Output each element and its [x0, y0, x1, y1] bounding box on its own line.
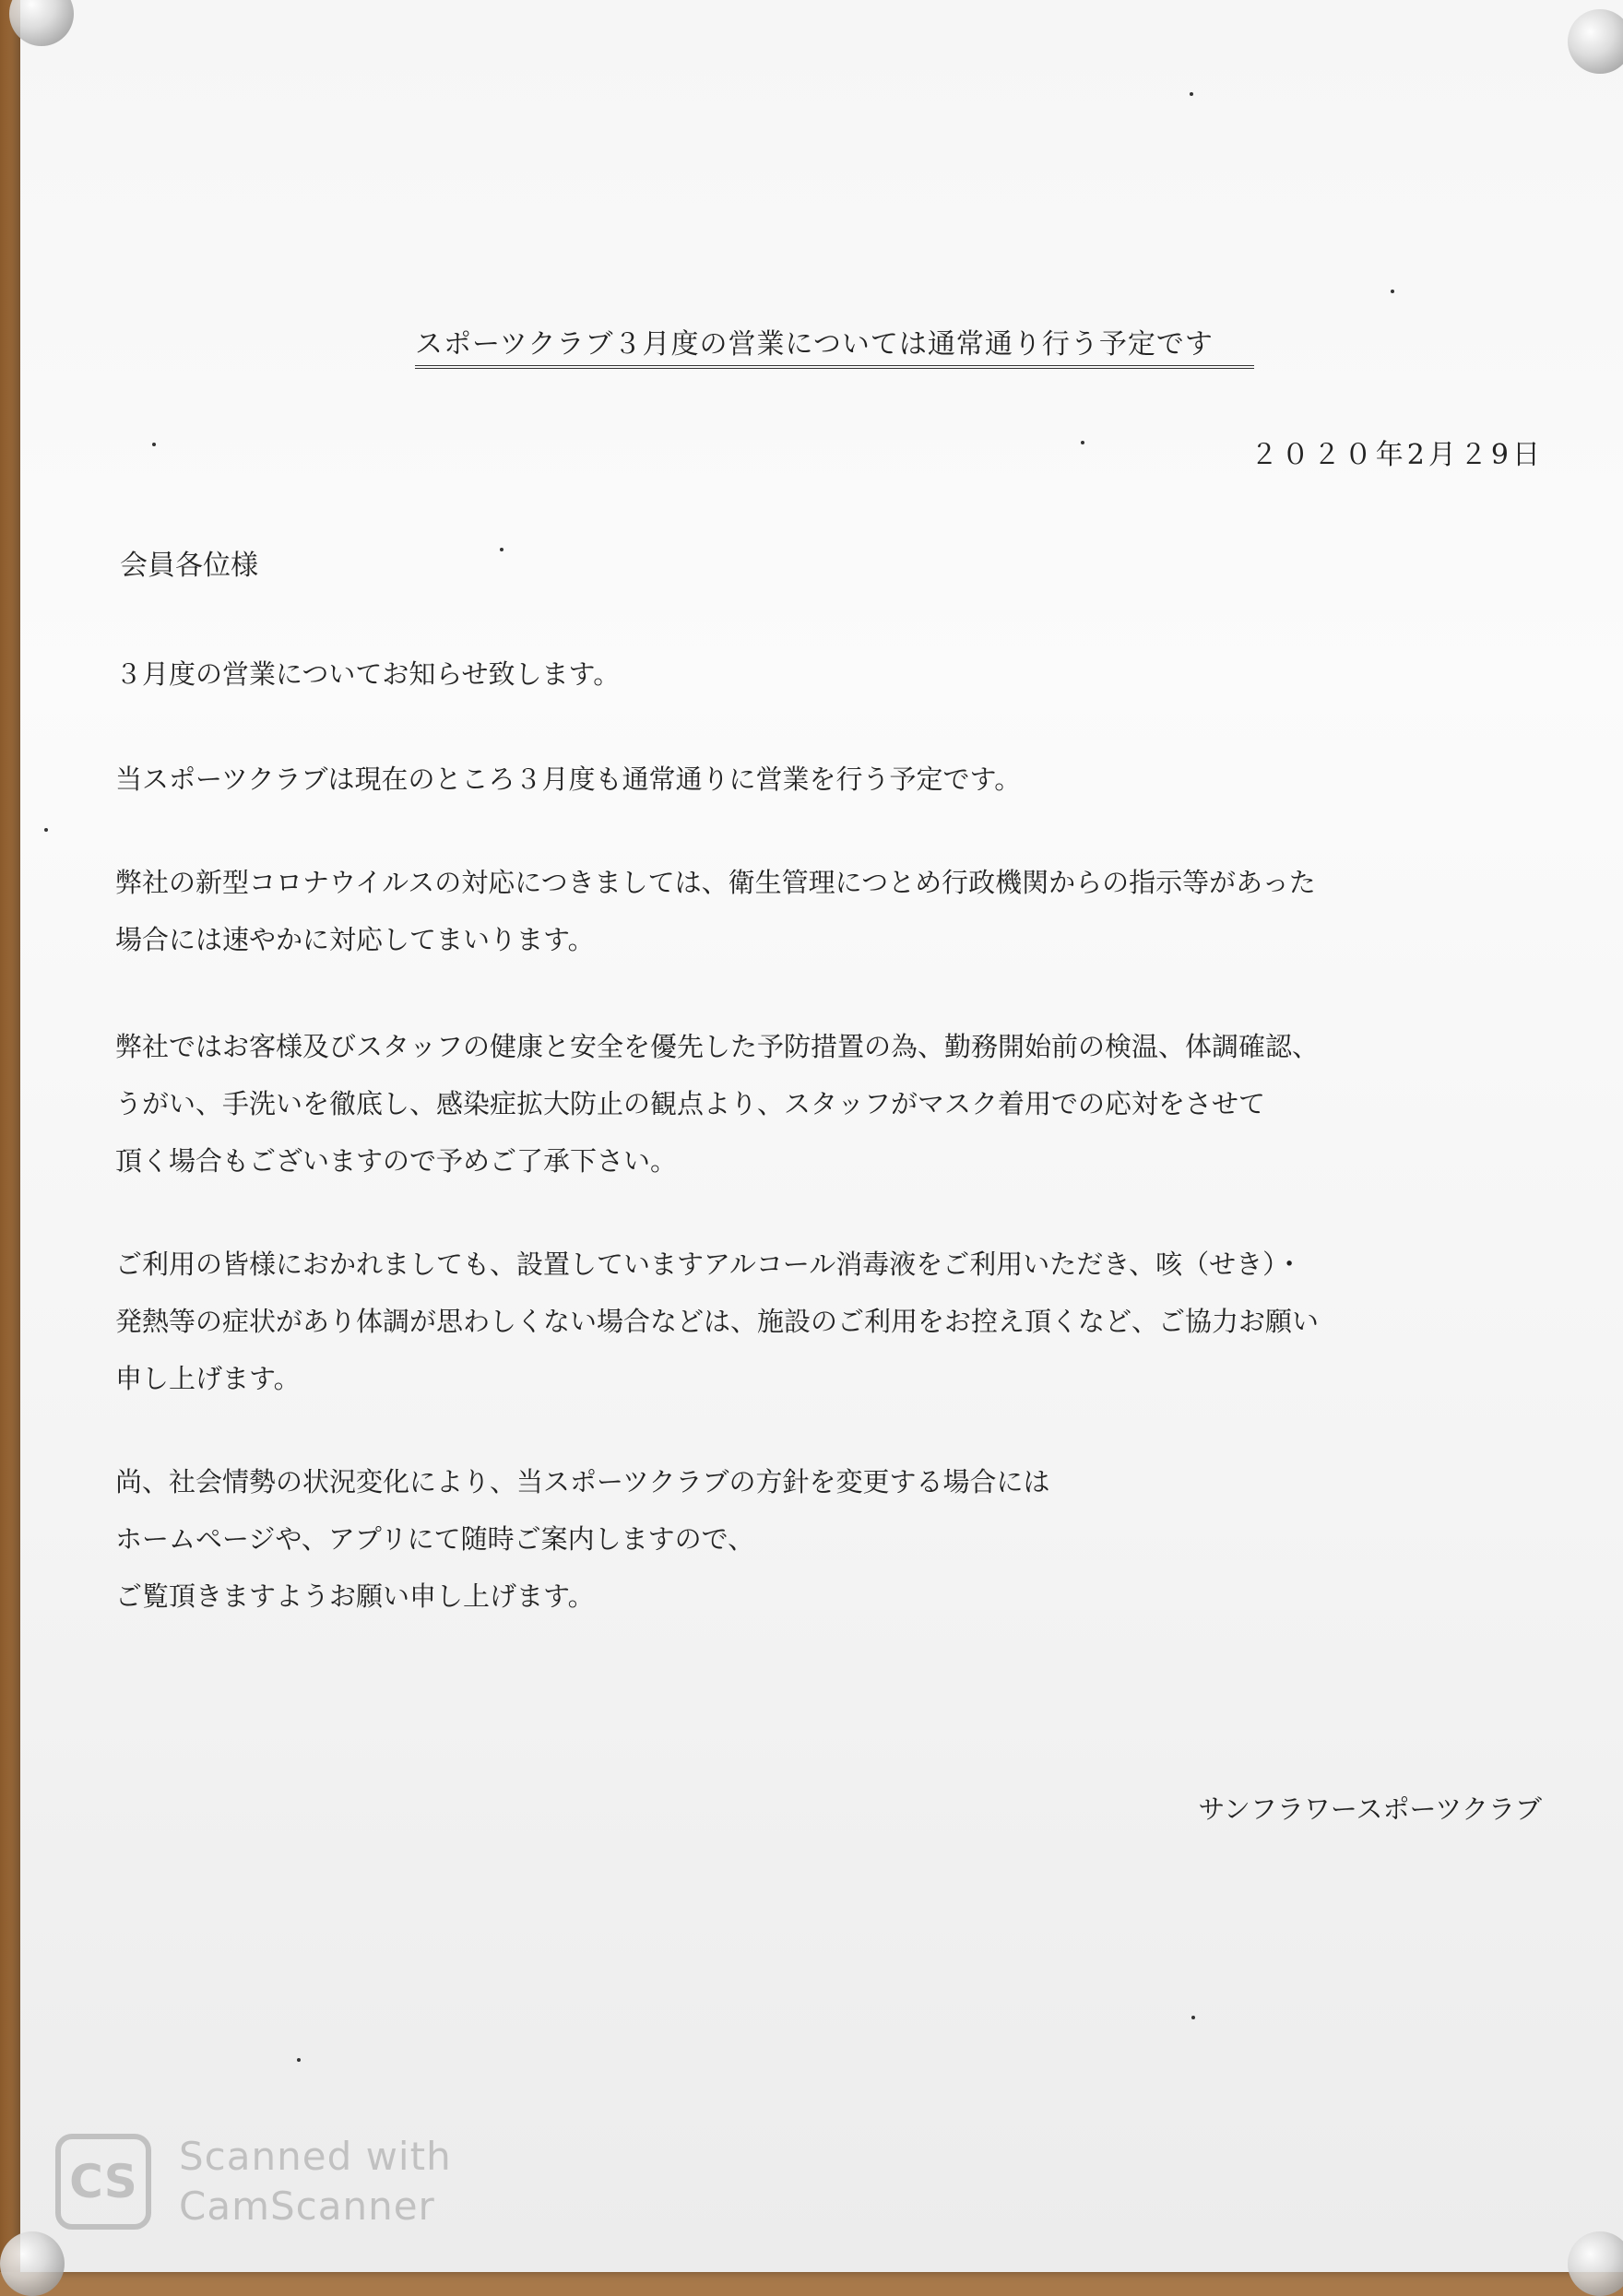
camscanner-watermark	[55, 2132, 452, 2231]
salutation: 会員各位様	[120, 550, 258, 582]
paragraph-policy-change	[115, 1453, 1480, 1625]
paragraph-line: 尚、社会情勢の状況変化により、当スポーツクラブの方針を変更する場合には	[115, 1466, 1050, 1497]
camscanner-logo-icon: CS	[55, 2134, 151, 2230]
watermark-line: Scanned with	[179, 2134, 452, 2179]
paper-speck	[1081, 441, 1084, 444]
paper-speck	[1191, 2016, 1195, 2019]
paragraph-line: ３月度の営業についてお知らせ致します。	[115, 658, 621, 690]
notice-title: スポーツクラブ３月度の営業については通常通り行う予定です	[415, 321, 1254, 369]
camscanner-text	[179, 2132, 452, 2231]
paragraph-line: うがい、手洗いを徹底し、感染症拡大防止の観点より、スタッフがマスク着用での応対をさせて	[115, 1088, 1266, 1119]
paper-speck	[1190, 92, 1193, 96]
paper-speck	[44, 828, 48, 832]
paragraph-line: 発熱等の症状があり体調が思わしくない場合などは、施設のご利用をお控え頂くなど、ご協力お願い	[115, 1306, 1320, 1337]
signature: サンフラワースポーツクラブ	[1198, 1793, 1542, 1825]
watermark-line: CamScanner	[179, 2184, 435, 2229]
paragraph-prevention	[115, 1018, 1480, 1189]
paragraph-line: 場合には速やかに対応してまいります。	[115, 924, 595, 955]
paragraph-covid-response	[115, 854, 1480, 968]
paper-speck	[297, 2058, 301, 2062]
paragraph-line: ご覧頂きますようお願い申し上げます。	[115, 1580, 595, 1612]
paper-speck	[152, 443, 156, 446]
pushpin-icon	[0, 2231, 65, 2296]
paragraph-member-request	[115, 1236, 1480, 1407]
paragraph-intro	[115, 645, 1480, 703]
pushpin-icon	[1568, 2231, 1623, 2296]
notice-date: ２０２０年2月２9日	[1250, 439, 1544, 471]
paragraph-line: 申し上げます。	[115, 1363, 301, 1394]
paragraph-line: 頂く場合もございますので予めご了承下さい。	[115, 1145, 678, 1177]
paragraph-line: 当スポーツクラブは現在のところ３月度も通常通りに営業を行う予定です。	[115, 763, 1022, 795]
paragraph-line: ご利用の皆様におかれましても、設置していますアルコール消毒液をご利用いただき、咳（せき）・	[115, 1249, 1303, 1280]
paper-speck	[500, 548, 503, 551]
paragraph-line: 弊社ではお客様及びスタッフの健康と安全を優先した予防措置の為、勤務開始前の検温、体調確認、	[115, 1031, 1320, 1062]
paragraph-line: 弊社の新型コロナウイルスの対応につきましては、衛生管理につとめ行政機関からの指示等があった	[115, 867, 1316, 898]
paragraph-line: ホームページや、アプリにて随時ご案内しますので、	[115, 1523, 755, 1555]
paragraph-operation	[115, 751, 1480, 808]
paper-speck	[1391, 290, 1394, 293]
